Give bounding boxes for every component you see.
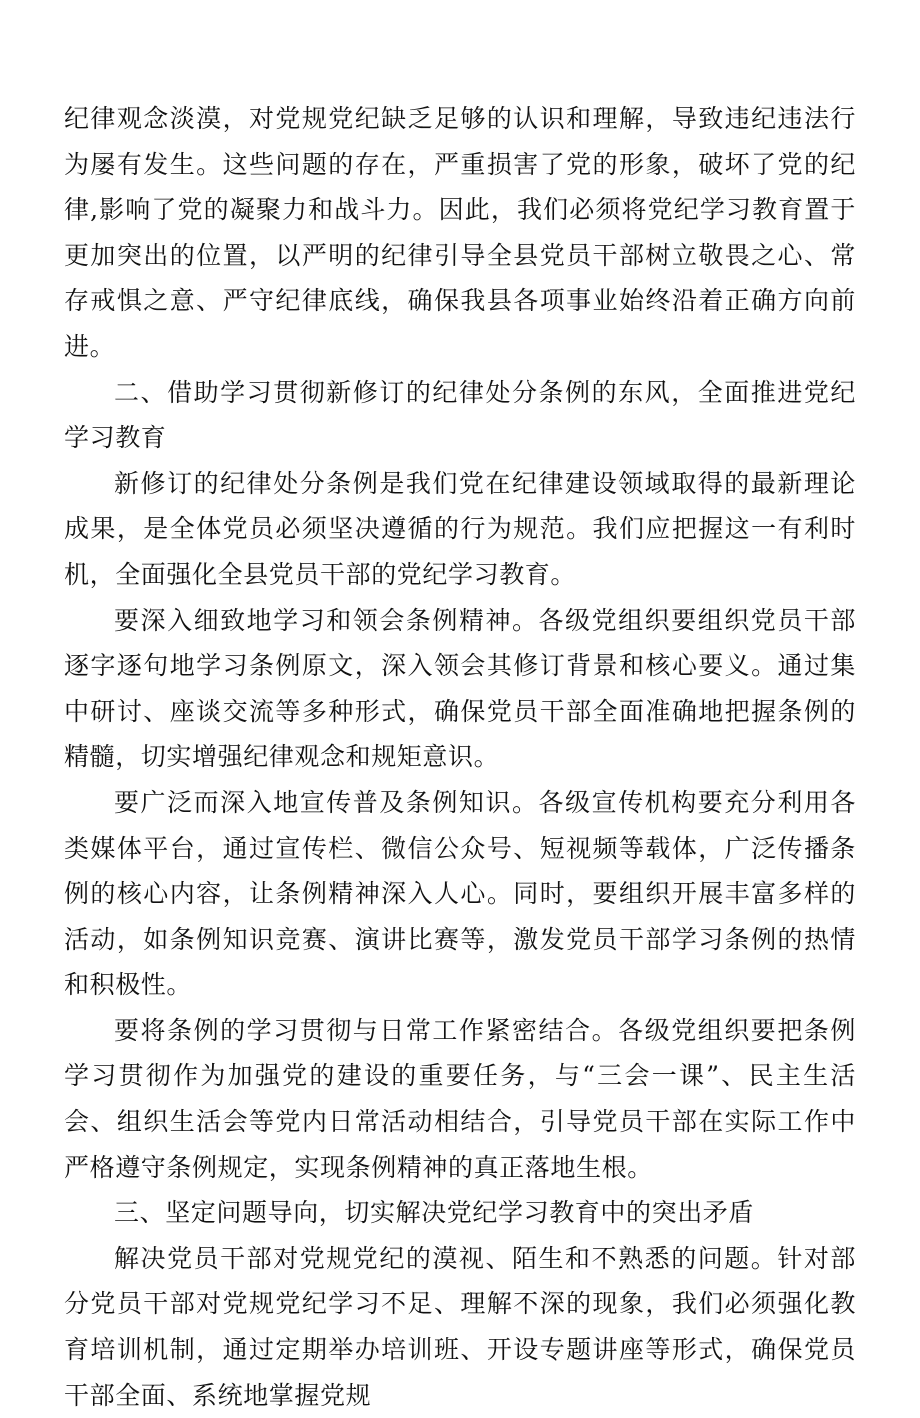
body-paragraph: 新修订的纪律处分条例是我们党在纪律建设领域取得的最新理论成果，是全体党员必须坚决遵循的行为规范。我们应把握这一有利时机，全面强化全县党员干部的党纪学习教育。 xyxy=(64,468,856,589)
section-heading: 二、借助学习贯彻新修订的纪律处分条例的东风，全面推进党纪学习教育 xyxy=(64,377,856,453)
body-paragraph: 纪律观念淡漠，对党规党纪缺乏足够的认识和理解，导致违纪违法行为屡有发生。这些问题的存在，严重损害了党的形象，破坏了党的纪律,影响了党的凝聚力和战斗力。因此，我们必须将党纪学习教育置于更加突出的位置，以严明的纪律引导全县党员干部树立敬畏之心、常存戒惧之意、严守纪律底线，确保我县各项事业始终沿着正确方向前进。 xyxy=(64,104,856,361)
body-paragraph: 解决党员干部对党规党纪的漠视、陌生和不熟悉的问题。针对部分党员干部对党规党纪学习不足、理解不深的现象，我们必须强化教育培训机制，通过定期举办培训班、开设专题讲座等形式，确保党员干部全面、系统地掌握党规 xyxy=(64,1243,856,1410)
body-paragraph: 要将条例的学习贯彻与日常工作紧密结合。各级党组织要把条例学习贯彻作为加强党的建设的重要任务，与“三会一课”、民主生活会、组织生活会等党内日常活动相结合，引导党员干部在实际工作中严格遵守条例规定，实现条例精神的真正落地生根。 xyxy=(64,1015,856,1182)
document-body xyxy=(64,96,856,1418)
body-paragraph: 要深入细致地学习和领会条例精神。各级党组织要组织党员干部逐字逐句地学习条例原文，深入领会其修订背景和核心要义。通过集中研讨、座谈交流等多种形式，确保党员干部全面准确地把握条例的精髓，切实增强纪律观念和规矩意识。 xyxy=(64,605,856,772)
section-heading: 三、坚定问题导向，切实解决党纪学习教育中的突出矛盾 xyxy=(114,1198,755,1228)
body-paragraph: 要广泛而深入地宣传普及条例知识。各级宣传机构要充分利用各类媒体平台，通过宣传栏、微信公众号、短视频等载体，广泛传播条例的核心内容，让条例精神深入人心。同时，要组织开展丰富多样的活动，如条例知识竞赛、演讲比赛等，激发党员干部学习条例的热情和积极性。 xyxy=(64,787,856,1000)
